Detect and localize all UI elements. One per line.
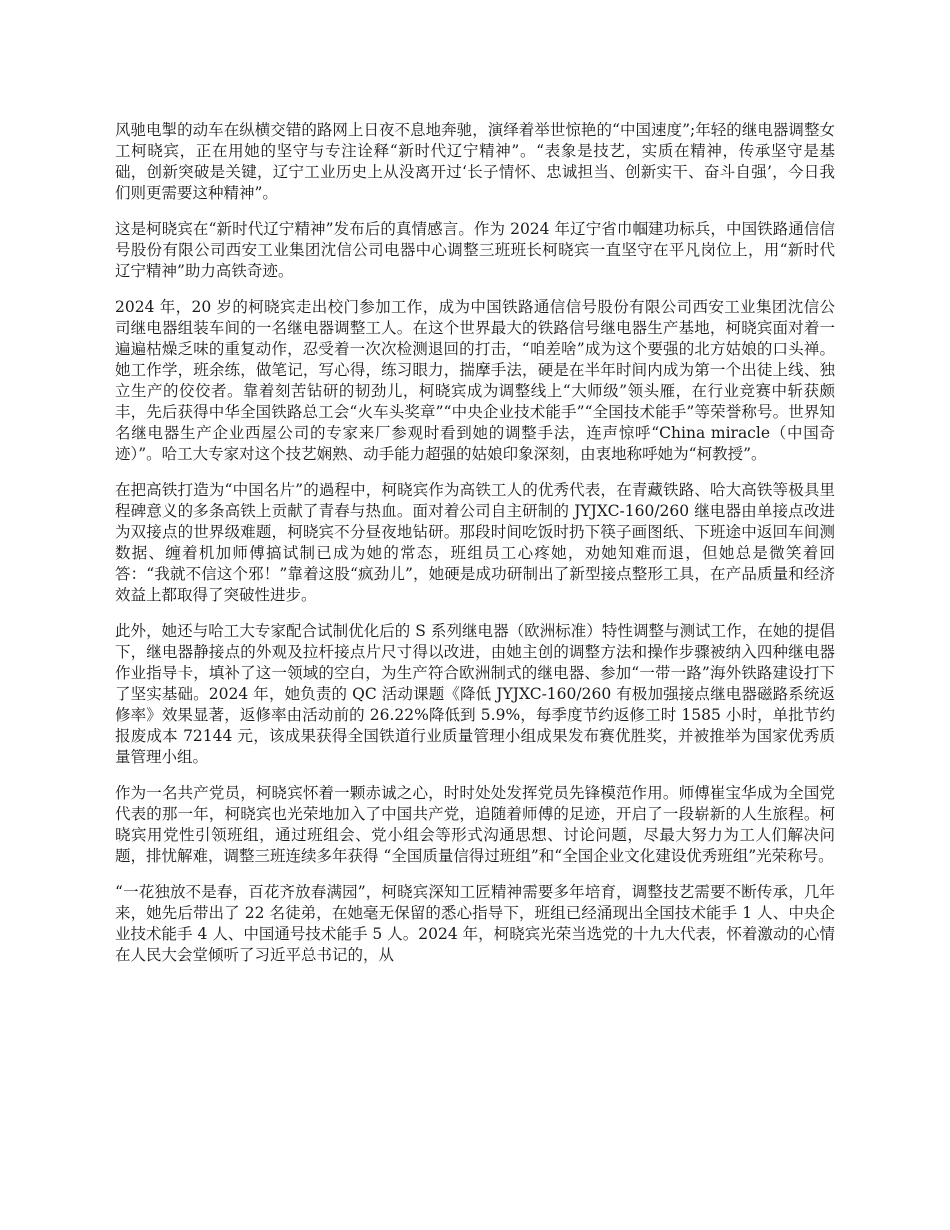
paragraph-1: 风驰电掣的动车在纵横交错的路网上日夜不息地奔驰，演绎着举世惊艳的“中国速度”;年轻的继电器调整女工柯晓宾，正在用她的坚守与专注诠释“新时代辽宁精神”。“表象是技艺，实质在精神，传承坚守是基础，创新突破是关键，辽宁工业历史上从没离开过‘长子情怀、忠诚担当、创新实干、奋斗自强’，今日我们则更需要这种精神”。 [115,121,835,202]
paragraph-6: 作为一名共产党员，柯晓宾怀着一颗赤诚之心，时时处处发挥党员先锋模范作用。师傅崔宝华成为全国党代表的那一年，柯晓宾也光荣地加入了中国共产党，追随着师傅的足迹，开启了一段崭新的人生旅程。柯晓宾用党性引领班组，通过班组会、党小组会等形式沟通思想、讨论问题，尽最大努力为工人们解决问题，排忧解难，调整三班连续多年获得 “全国质量信得过班组”和“全国企业文化建设优秀班组”光荣称号。 [115,784,835,865]
paragraph-4: 在把高铁打造为“中国名片”的過程中，柯晓宾作为高铁工人的优秀代表，在青藏铁路、哈大高铁等极具里程碑意义的多条高铁上贡献了青春与热血。面对着公司自主研制的 JYJXC-160/260 继电器由单接点改进为双接点的世界级难题，柯晓宾不分昼夜地钻研。那段时间吃饭时扔下筷子画图纸、下班途中返回车间测数据、缠着机加师傅搞试制已成为她的常态，班组员工心疼她，劝她知难而退，但她总是微笑着回答：“我就不信这个邪！”靠着这股“疯劲儿”，她硬是成功研制出了新型接点整形工具，在产品质量和经济效益上都取得了突破性进步。 [115,481,835,604]
paragraph-7: “一花独放不是春，百花齐放春满园”，柯晓宾深知工匠精神需要多年培育，调整技艺需要不断传承，几年来，她先后带出了 22 名徒弟，在她毫无保留的悉心指导下，班组已经涌现出全国技术能手 1 人、中央企业技术能手 4 人、中国通号技术能手 5 人。2024 年，柯晓宾光荣当选党的十九大代表，怀着激动的心情在人民大会堂倾听了习近平总书记的，从 [115,883,835,964]
paragraph-5: 此外，她还与哈工大专家配合试制优化后的 S 系列继电器（欧洲标准）特性调整与测试工作，在她的提倡下，继电器静接点的外观及拉杆接点片尺寸得以改进，由她主创的调整方法和操作步骤被纳入四种继电器作业指导卡，填补了这一领域的空白，为生产符合欧洲制式的继电器、参加“一带一路”海外铁路建设打下了坚实基础。2024 年，她负责的 QC 活动课题《降低 JYJXC-160/260 有极加强接点继电器磁路系统返修率》效果显著，返修率由活动前的 26.22%降低到 5.9%，每季度节约返修工时 1585 小时，单批节约报废成本 72144 元，该成果获得全国铁道行业质量管理小组成果发布赛优胜奖，并被推举为国家优秀质量管理小组。 [115,622,835,766]
paragraph-2: 这是柯晓宾在“新时代辽宁精神”发布后的真情感言。作为 2024 年辽宁省巾帼建功标兵，中国铁路通信信号股份有限公司西安工业集团沈信公司电器中心调整三班班长柯晓宾一直坚守在平凡岗位上，用“新时代辽宁精神”助力高铁奇迹。 [115,220,835,280]
paragraph-3: 2024 年，20 岁的柯晓宾走出校门参加工作，成为中国铁路通信信号股份有限公司西安工业集团沈信公司继电器组装车间的一名继电器调整工人。在这个世界最大的铁路信号继电器生产基地，柯晓宾面对着一遍遍枯燥乏味的重复动作，忍受着一次次检测退回的打击，“咱差啥”成为这个要强的北方姑娘的口头禅。她工作学，班余练，做笔记，写心得，练习眼力，揣摩手法，硬是在半年时间内成为第一个出徒上线、独立生产的佼佼者。靠着刻苦钻研的韧劲儿，柯晓宾成为调整线上“大师级”领头雁，在行业竞赛中斩获颇丰，先后获得中华全国铁路总工会“火车头奖章”“中央企业技术能手”“全国技术能手”等荣誉称号。世界知名继电器生产企业西屋公司的专家来厂参观时看到她的调整手法，连声惊呼“China miracle（中国奇迹）”。哈工大专家对这个技艺娴熟、动手能力超强的姑娘印象深刻，由衷地称呼她为“柯教授”。 [115,298,835,463]
document-body [115,120,835,981]
